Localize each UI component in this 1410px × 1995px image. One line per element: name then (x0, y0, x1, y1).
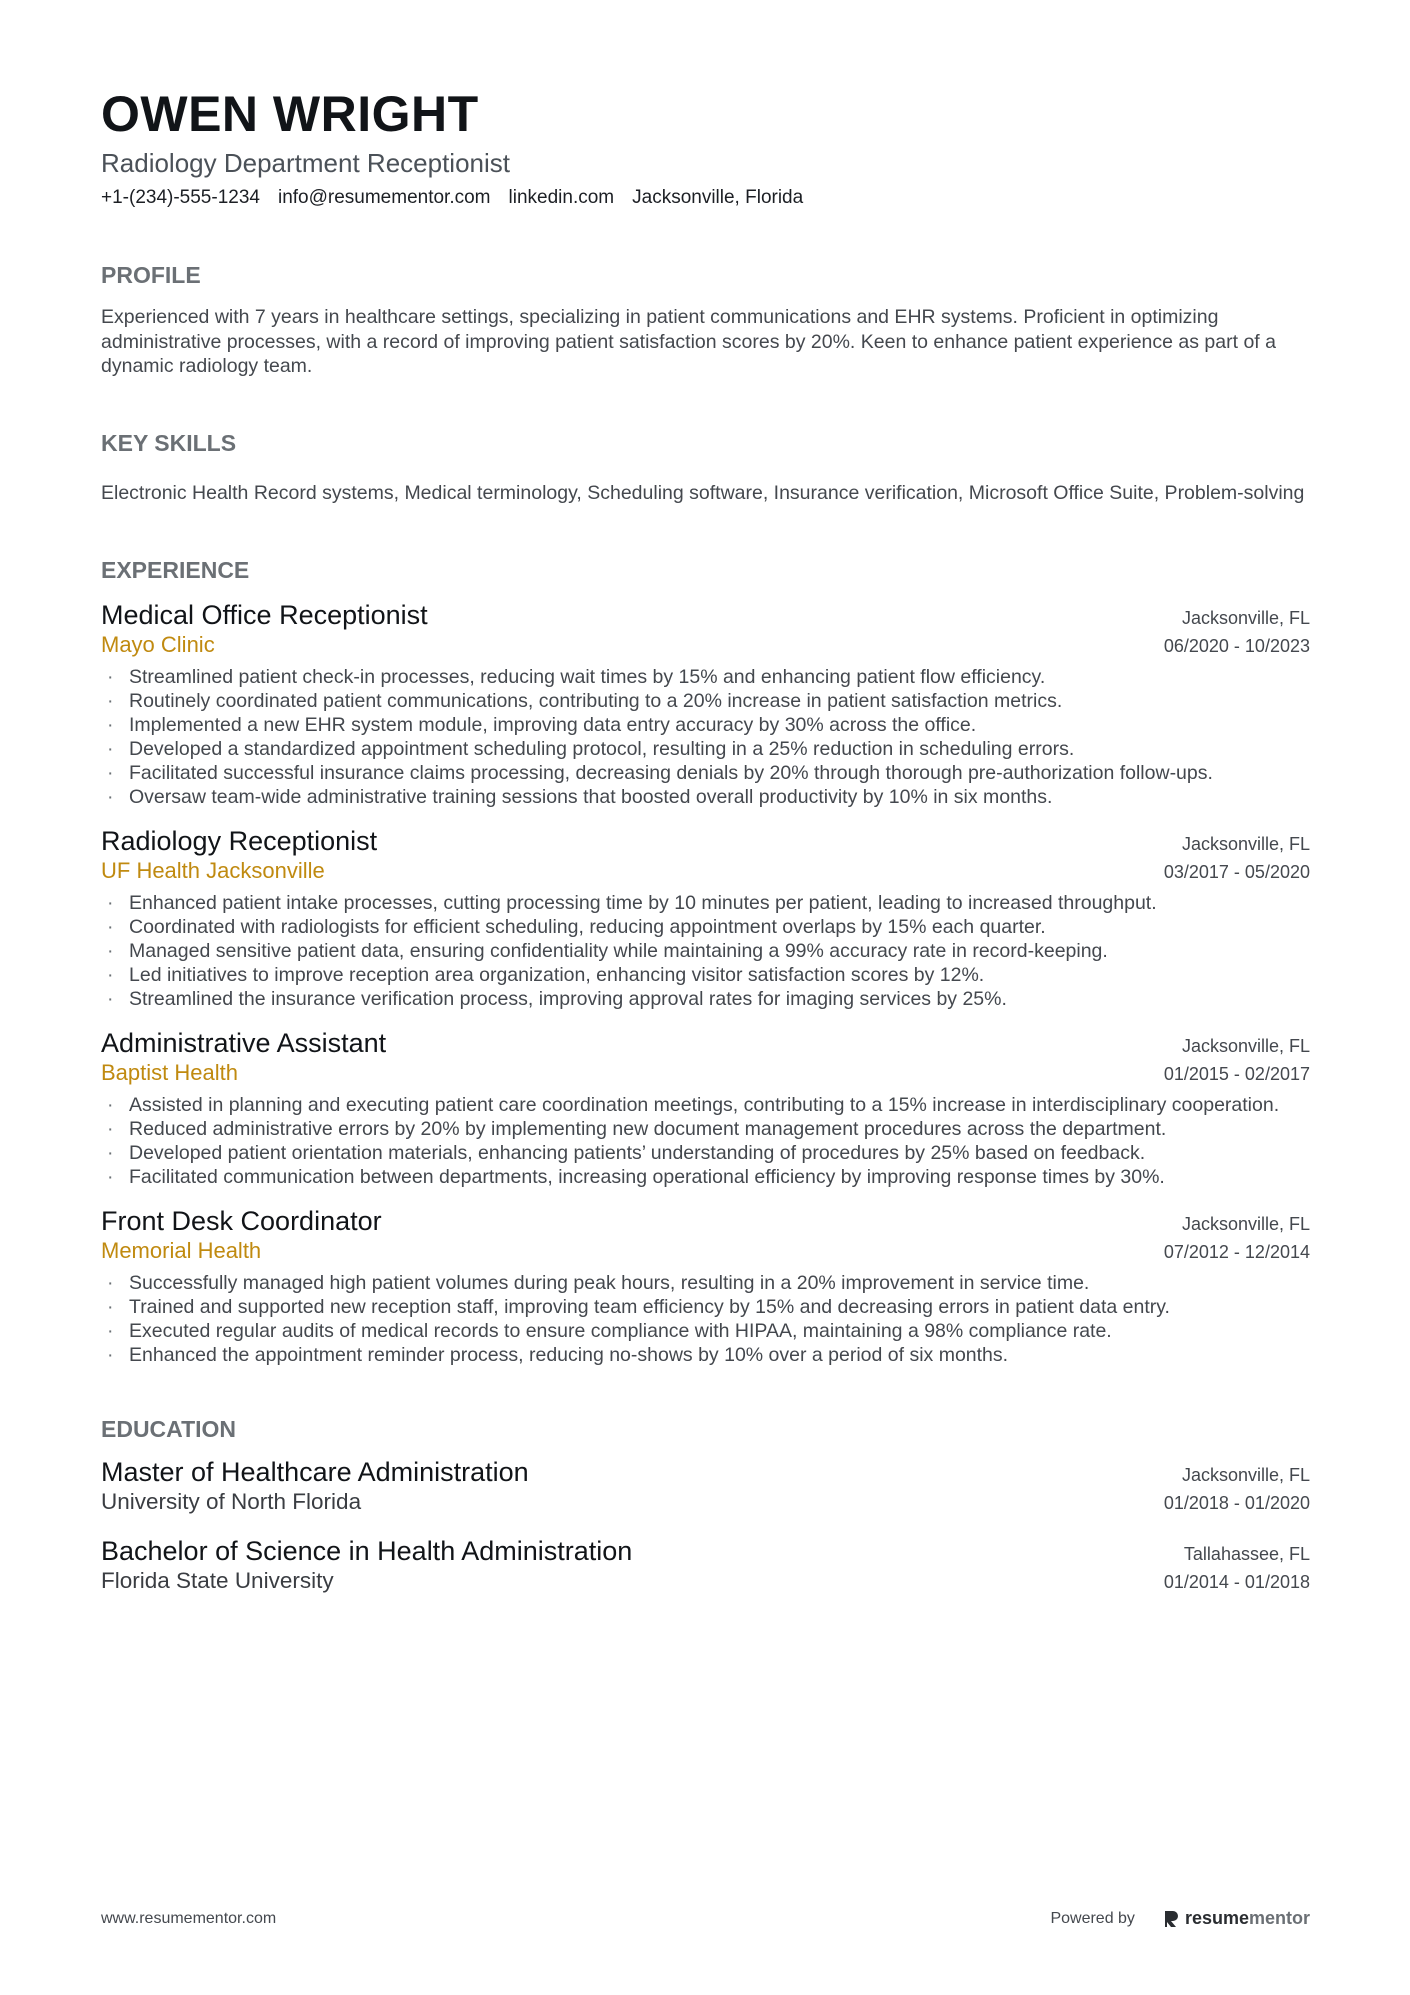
job-company: UF Health Jacksonville (101, 858, 325, 883)
job-entry (101, 826, 1310, 1011)
school-name: Florida State University (101, 1568, 334, 1593)
footer-branding (1050, 1908, 1310, 1929)
job-bullet: · Managed sensitive patient data, ensuring confidentiality while maintaining a 99% accuracy rate in record-keeping. (101, 939, 1310, 963)
job-title: Front Desk Coordinator (101, 1206, 382, 1236)
job-title: Medical Office Receptionist (101, 600, 428, 630)
page-footer (101, 1908, 1310, 1929)
contact-email: info@resumementor.com (277, 187, 491, 208)
job-title: Administrative Assistant (101, 1028, 387, 1058)
job-dates: 03/2017 - 05/2020 (1163, 862, 1310, 882)
experience-heading: EXPERIENCE (101, 557, 250, 583)
job-location: Jacksonville, FL (1181, 834, 1310, 854)
degree-title: Bachelor of Science in Health Administration (101, 1536, 633, 1566)
job-company: Mayo Clinic (101, 632, 215, 657)
contact-bar (101, 185, 1310, 211)
job-bullet: · Coordinated with radiologists for efficient scheduling, reducing appointment overlaps by 15% each quarter. (101, 915, 1310, 939)
education-heading: EDUCATION (101, 1416, 237, 1442)
resume-header (101, 84, 1310, 211)
job-bullet: · Facilitated successful insurance claims processing, decreasing denials by 20% through thorough pre-authorization follow-ups. (101, 761, 1310, 785)
job-dates: 01/2015 - 02/2017 (1163, 1064, 1310, 1084)
education-entry (101, 1457, 1310, 1517)
job-dates: 06/2020 - 10/2023 (1163, 636, 1310, 656)
job-bullet: · Reduced administrative errors by 20% by implementing new document management procedures across the department. (101, 1117, 1310, 1141)
resumementor-logo[interactable] (1163, 1908, 1310, 1929)
job-bullet: · Enhanced patient intake processes, cutting processing time by 10 minutes per patient, leading to increased throughput. (101, 891, 1310, 915)
job-dates: 07/2012 - 12/2014 (1163, 1242, 1310, 1262)
candidate-role: Radiology Department Receptionist (101, 148, 510, 178)
profile-heading: PROFILE (101, 262, 201, 288)
job-bullet: · Enhanced the appointment reminder process, reducing no-shows by 10% over a period of six months. (101, 1343, 1310, 1367)
brand-text-mentor: mentor (1248, 1908, 1310, 1928)
resumementor-logo-icon (1163, 1910, 1179, 1928)
school-name: University of North Florida (101, 1489, 362, 1514)
job-location: Jacksonville, FL (1181, 1036, 1310, 1056)
job-bullet: · Facilitated communication between departments, increasing operational efficiency by improving response times by 30%. (101, 1165, 1310, 1189)
job-bullets (101, 665, 1310, 809)
job-bullet: · Streamlined patient check-in processes, reducing wait times by 15% and enhancing patient flow efficiency. (101, 665, 1310, 689)
job-company: Baptist Health (101, 1060, 238, 1085)
job-bullets (101, 1093, 1310, 1189)
job-bullet: · Led initiatives to improve reception area organization, enhancing visitor satisfaction scores by 12%. (101, 963, 1310, 987)
job-bullets (101, 891, 1310, 1011)
job-entry (101, 1206, 1310, 1367)
education-dates: 01/2014 - 01/2018 (1163, 1572, 1310, 1592)
job-bullet: · Successfully managed high patient volumes during peak hours, resulting in a 20% improvement in service time. (101, 1271, 1310, 1295)
contact-linkedin: linkedin.com (508, 187, 615, 208)
job-bullet: · Oversaw team-wide administrative training sessions that boosted overall productivity by 10% in six months. (101, 785, 1310, 809)
job-entry (101, 600, 1310, 809)
brand-text-resume: resume (1184, 1908, 1249, 1928)
skills-section (101, 429, 1310, 506)
education-entry (101, 1536, 1310, 1596)
job-bullet: · Implemented a new EHR system module, improving data entry accuracy by 30% across the office. (101, 713, 1310, 737)
education-location: Jacksonville, FL (1181, 1465, 1310, 1485)
profile-text: Experienced with 7 years in healthcare settings, specializing in patient communications and EHR systems. Proficient in optimizing administrative processes, with a record of improving patient satisfaction scores by 20%. Keen to enhance patient experience as part of a dynamic radiology team. (101, 306, 1276, 377)
job-bullet: · Assisted in planning and executing patient care coordination meetings, contributing to a 15% increase in interdisciplinary cooperation. (101, 1093, 1310, 1117)
skills-text: Electronic Health Record systems, Medical terminology, Scheduling software, Insurance verification, Microsoft Office Suite, Problem-solving (101, 481, 1305, 504)
job-location: Jacksonville, FL (1181, 1214, 1310, 1234)
job-bullet: · Developed a standardized appointment scheduling protocol, resulting in a 25% reduction in scheduling errors. (101, 737, 1310, 761)
experience-section (101, 556, 1310, 1367)
skills-heading: KEY SKILLS (101, 429, 237, 456)
footer-website-link[interactable]: www.resumementor.com (101, 1909, 277, 1927)
education-location: Tallahassee, FL (1183, 1544, 1310, 1564)
profile-section (101, 261, 1310, 379)
job-title: Radiology Receptionist (101, 826, 378, 856)
contact-phone: +1-(234)-555-1234 (101, 187, 260, 208)
education-section (101, 1415, 1310, 1596)
job-company: Memorial Health (101, 1238, 262, 1263)
job-bullet: · Routinely coordinated patient communications, contributing to a 20% increase in patient satisfaction metrics. (101, 689, 1310, 713)
degree-title: Master of Healthcare Administration (101, 1457, 529, 1487)
job-bullets (101, 1271, 1310, 1367)
contact-location: Jacksonville, Florida (632, 187, 804, 208)
education-dates: 01/2018 - 01/2020 (1163, 1493, 1310, 1513)
job-entry (101, 1028, 1310, 1189)
job-bullet: · Trained and supported new reception staff, improving team efficiency by 15% and decreasing errors in patient data entry. (101, 1295, 1310, 1319)
powered-by-label: Powered by (1050, 1909, 1135, 1927)
job-bullet: · Developed patient orientation materials, enhancing patients’ understanding of procedures by 25% based on feedback. (101, 1141, 1310, 1165)
job-location: Jacksonville, FL (1181, 608, 1310, 628)
job-bullet: · Executed regular audits of medical records to ensure compliance with HIPAA, maintaining a 98% compliance rate. (101, 1319, 1310, 1343)
candidate-name: OWEN WRIGHT (101, 86, 479, 142)
job-bullet: · Streamlined the insurance verification process, improving approval rates for imaging services by 25%. (101, 987, 1310, 1011)
